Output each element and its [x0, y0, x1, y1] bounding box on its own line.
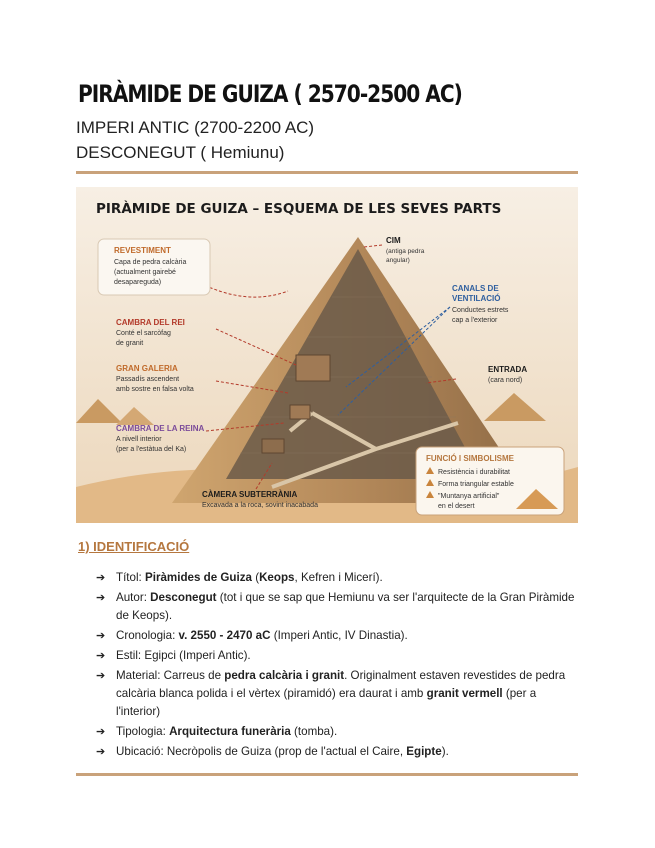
cim-line-1: (antiga pedra — [386, 248, 425, 255]
revestiment-line-2: (actualment gairebé — [114, 269, 176, 276]
cambra-reina-line-1: A nivell interior — [116, 436, 162, 443]
divider-bottom — [76, 773, 578, 776]
canals-line-1: Conductes estrets — [452, 307, 509, 314]
cambra-reina-title: CAMBRA DE LA REINA — [116, 424, 205, 433]
arrow-icon: ➔ — [96, 669, 106, 682]
cambra-rei-title: CAMBRA DEL REI — [116, 318, 185, 327]
revestiment-line-3: desapareguda) — [114, 279, 162, 286]
entrada-line-1: (cara nord) — [488, 377, 523, 384]
canals-title: CANALS DE — [452, 284, 499, 293]
gran-galeria-line-2: amb sostre en falsa volta — [116, 386, 194, 393]
pyramid-diagram — [76, 187, 578, 523]
list-item-typology: ➔ Tipologia: Arquitectura funerària (tomba). — [96, 723, 576, 741]
identification-list — [96, 569, 576, 763]
canals-line-2: cap a l'exterior — [452, 317, 498, 324]
kings-chamber — [296, 355, 330, 381]
cambra-rei-line-1: Conté el sarcòfag — [116, 330, 171, 337]
cambra-subterrania-line-1: Excavada a la roca, sovint inacabada — [202, 502, 318, 509]
list-item-chronology: ➔ Cronologia: v. 2550 - 2470 aC (Imperi Antic, IV Dinastia). — [96, 627, 576, 645]
legend-item-1: Resistència i durabilitat — [438, 469, 510, 476]
list-item-title: ➔ Títol: Piràmides de Guiza (Keops, Kefren i Micerí). — [96, 569, 576, 587]
list-item-style: ➔ Estil: Egipci (Imperi Antic). — [96, 647, 576, 665]
canals-title-2: VENTILACIÓ — [452, 294, 501, 303]
arrow-icon: ➔ — [96, 572, 106, 584]
arrow-icon: ➔ — [96, 746, 106, 758]
legend-item-4: en el desert — [438, 503, 475, 510]
subterranean-chamber — [262, 439, 284, 453]
cambra-reina-line-2: (per a l'estàtua del Ka) — [116, 446, 187, 453]
legend-item-3: "Muntanya artificial" — [438, 493, 500, 500]
entrada-title: ENTRADA — [488, 365, 528, 374]
pyramid-diagram-svg — [76, 187, 578, 523]
queens-chamber — [290, 405, 310, 419]
cim-title: CIM — [386, 236, 401, 245]
subtitle-period: IMPERI ANTIC (2700-2200 AC) — [76, 118, 315, 137]
divider-top — [76, 171, 578, 174]
revestiment-title: REVESTIMENT — [114, 246, 171, 255]
arrow-icon: ➔ — [96, 630, 106, 642]
cambra-subterrania-title: CÀMERA SUBTERRÀNIA — [202, 490, 298, 499]
cambra-rei-line-2: de granit — [116, 340, 144, 347]
list-item-author: ➔ Autor: Desconegut (tot i que se sap que Hemiunu va ser l'arquitecte de la Gran Piràmide de Keops). — [96, 590, 575, 623]
revestiment-line-1: Capa de pedra calcària — [114, 259, 187, 266]
page-title: PIRÀMIDE DE GUIZA ( 2570-2500 AC) — [78, 80, 462, 108]
gran-galeria-line-1: Passadís ascendent — [116, 376, 180, 383]
arrow-icon: ➔ — [96, 591, 106, 604]
legend-title: FUNCIÓ I SIMBOLISME — [426, 454, 514, 463]
arrow-icon: ➔ — [96, 649, 106, 662]
cim-line-2: angular) — [386, 257, 410, 264]
arrow-icon: ➔ — [96, 726, 106, 739]
legend-item-2: Forma triangular estable — [438, 481, 514, 488]
list-item-material: ➔ Material: Carreus de pedra calcària i granit. Originalment estaven revestides de pedra calcària blanca polida i el vèrtex (piramidó) era daurat i amb granit vermell (per a l'interior) — [96, 668, 566, 719]
list-item-location: ➔ Ubicació: Necròpolis de Guiza (prop de l'actual el Caire, Egipte). — [96, 743, 576, 761]
figure-heading: PIRÀMIDE DE GUIZA – ESQUEMA DE LES SEVES PARTS — [96, 201, 502, 217]
subtitle-author: DESCONEGUT ( Hemiunu) — [76, 143, 285, 162]
gran-galeria-title: GRAN GALERIA — [116, 364, 178, 373]
section-heading: 1) IDENTIFICACIÓ — [78, 539, 190, 554]
